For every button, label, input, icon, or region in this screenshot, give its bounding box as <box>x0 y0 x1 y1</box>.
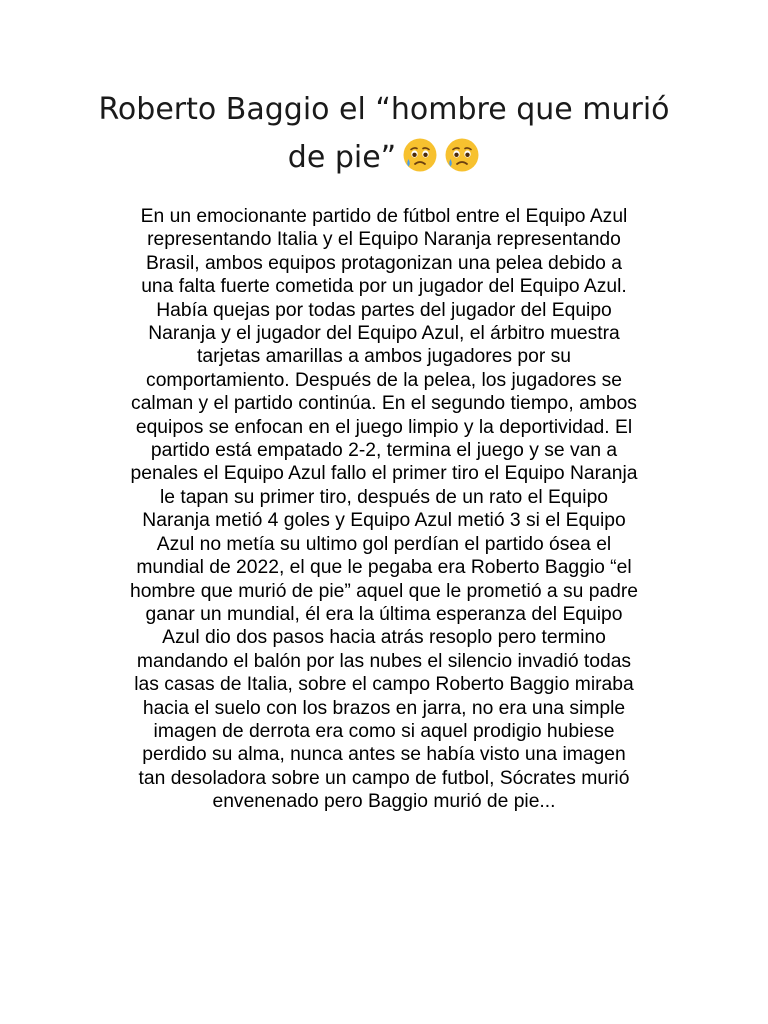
body-line: envenenado pero Baggio murió de pie... <box>212 791 556 813</box>
body-line: hombre que murió de pie” aquel que le prometió a su padre <box>129 580 639 602</box>
body-line: calman y el partido continúa. En el segundo tiempo, ambos <box>131 393 637 415</box>
body-line: ganar un mundial, él era la última esperanza del Equipo <box>145 603 623 625</box>
title-line-2: de pie” <box>287 140 397 175</box>
body-line: Había quejas por todas partes del jugador del Equipo <box>156 299 612 321</box>
body-line: mundial de 2022, el que le pegaba era Roberto Baggio “el <box>136 557 632 579</box>
body-line: tarjetas amarillas a ambos jugadores por su <box>196 346 572 368</box>
body-line: mandando el balón por las nubes el silencio invadió todas <box>136 650 632 672</box>
body-line: penales el Equipo Azul fallo el primer tiro el Equipo Naranja <box>130 463 638 485</box>
body-line: tan desoladora sobre un campo de futbol, Sócrates murió <box>138 767 630 789</box>
body-line: Azul dio dos pasos hacia atrás resoplo pero termino <box>162 627 606 649</box>
body-line: Brasil, ambos equipos protagonizan una pelea debido a <box>146 252 622 274</box>
body-line: comportamiento. Después de la pelea, los jugadores se <box>146 369 622 391</box>
body-line: partido está empatado 2-2, termina el juego y se van a <box>150 440 618 462</box>
body-line: le tapan su primer tiro, después de un rato el Equipo <box>159 486 609 508</box>
body-line: Naranja metió 4 goles y Equipo Azul metió 3 si el Equipo <box>142 510 626 532</box>
body-line: imagen de derrota era como si aquel prodigio hubiese <box>153 720 615 742</box>
body-line: perdido su alma, nunca antes se había visto una imagen <box>142 744 626 766</box>
body-line: hacia el suelo con los brazos en jarra, no era una simple <box>142 697 626 719</box>
body-line: En un emocionante partido de fútbol entre el Equipo Azul <box>140 206 628 227</box>
body-line: representando Italia y el Equipo Naranja representando <box>147 229 621 251</box>
page-title <box>60 86 708 182</box>
title-line-1: Roberto Baggio el “hombre que murió <box>98 92 670 127</box>
body-line: las casas de Italia, sobre el campo Roberto Baggio miraba <box>134 674 634 696</box>
body-line: una falta fuerte cometida por un jugador del Equipo Azul. <box>141 276 627 298</box>
body-line: Naranja y el jugador del Equipo Azul, el árbitro muestra <box>148 323 620 345</box>
body-paragraph <box>100 205 668 814</box>
sad-but-relieved-face-icon <box>402 137 438 173</box>
body-line: Azul no metía su ultimo gol perdían el partido ósea el <box>156 533 612 555</box>
body-line: equipos se enfocan en el juego limpio y la deportividad. El <box>135 416 633 438</box>
sad-but-relieved-face-icon <box>444 137 480 173</box>
